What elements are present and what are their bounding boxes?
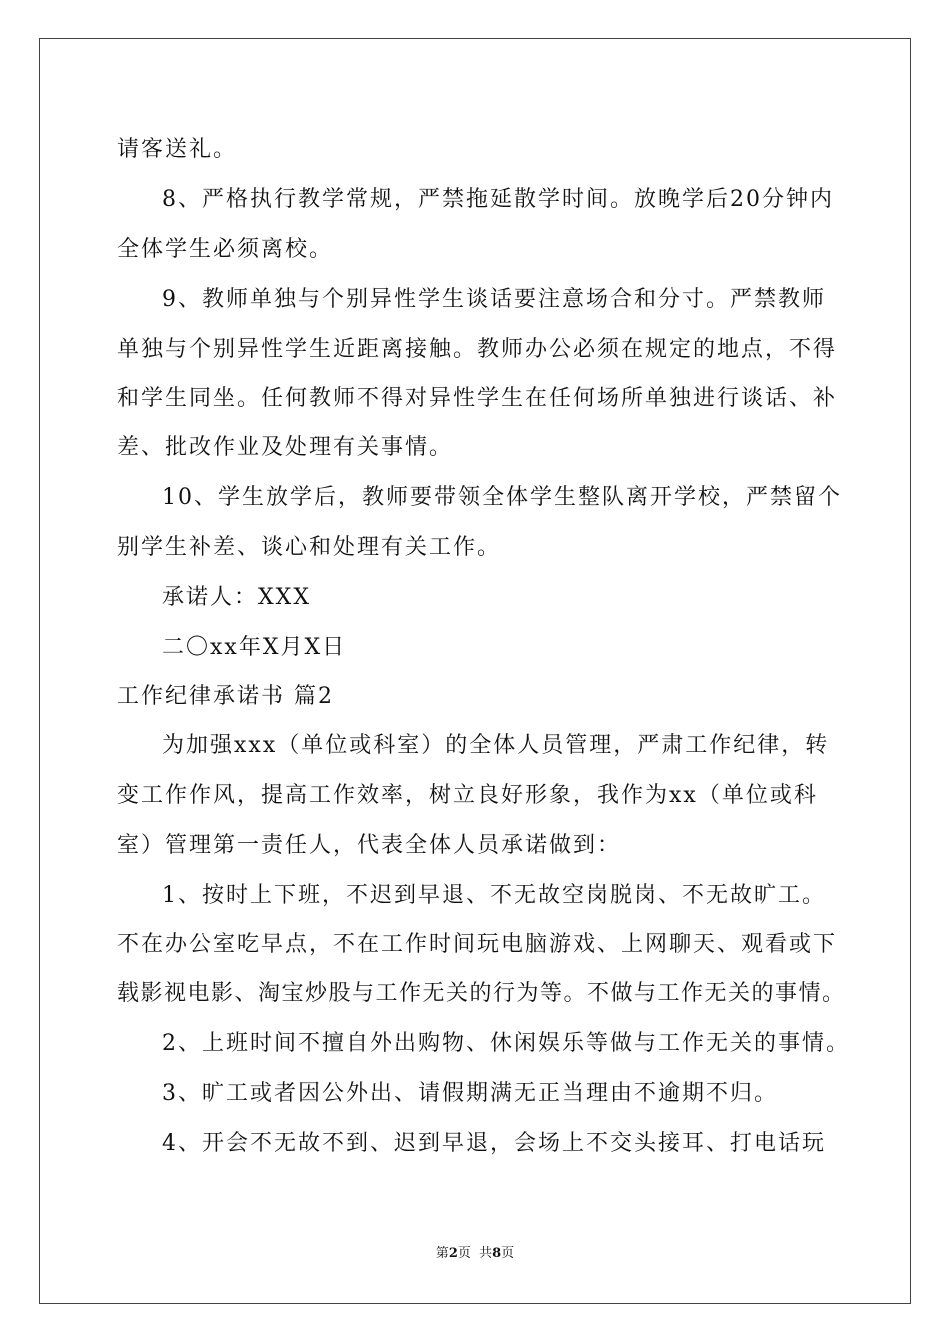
- current-page-number: 2: [448, 1246, 458, 1261]
- text-line: 请客送礼。: [117, 137, 238, 162]
- date-line: 二〇xx年X月X日: [162, 635, 347, 660]
- text-line: 差、批改作业及处理有关事情。: [117, 435, 454, 460]
- text-line: 单独与个别异性学生近距离接触。教师办公必须在规定的地点，不得: [117, 337, 838, 362]
- signatory-line: 承诺人：XXX: [162, 585, 311, 610]
- text-line: 4、开会不无故不到、迟到早退，会场上不交头接耳、打电话玩: [162, 1131, 826, 1156]
- page-label-suffix: 页: [501, 1246, 515, 1261]
- section-heading: 工作纪律承诺书 篇2: [117, 684, 334, 709]
- text-line: 1、按时上下班，不迟到早退、不无故空岗脱岗、不无故旷工。: [162, 883, 826, 908]
- text-line: 全体学生必须离校。: [117, 237, 334, 262]
- text-line: 变工作作风，提高工作效率，树立良好形象，我作为xx（单位或科: [117, 783, 818, 808]
- text-line: 别学生补差、谈心和处理有关工作。: [117, 535, 502, 560]
- text-line: 10、学生放学后，教师要带领全体学生整队离开学校，严禁留个: [162, 485, 842, 510]
- text-line: 9、教师单独与个别异性学生谈话要注意场合和分寸。严禁教师: [162, 287, 826, 312]
- page-footer: [0, 1246, 950, 1262]
- page-border: [39, 38, 911, 1304]
- page-label-prefix: 第: [435, 1246, 449, 1261]
- text-line: 和学生同坐。任何教师不得对异性学生在任何场所单独进行谈话、补: [117, 386, 838, 411]
- text-line: 不在办公室吃早点，不在工作时间玩电脑游戏、上网聊天、观看或下: [117, 932, 838, 957]
- text-line: 8、严格执行教学常规，严禁拖延散学时间。放晚学后20分钟内: [162, 187, 834, 212]
- page-label-mid: 页 共: [457, 1246, 493, 1261]
- text-line: 载影视电影、淘宝炒股与工作无关的行为等。不做与工作无关的事情。: [117, 981, 846, 1006]
- total-page-number: 8: [492, 1246, 502, 1261]
- text-line: 3、旷工或者因公外出、请假期满无正当理由不逾期不归。: [162, 1081, 778, 1106]
- text-line: 室）管理第一责任人，代表全体人员承诺做到：: [117, 833, 622, 858]
- text-line: 为加强xxx（单位或科室）的全体人员管理，严肃工作纪律，转: [162, 733, 830, 758]
- text-line: 2、上班时间不擅自外出购物、休闲娱乐等做与工作无关的事情。: [162, 1031, 850, 1056]
